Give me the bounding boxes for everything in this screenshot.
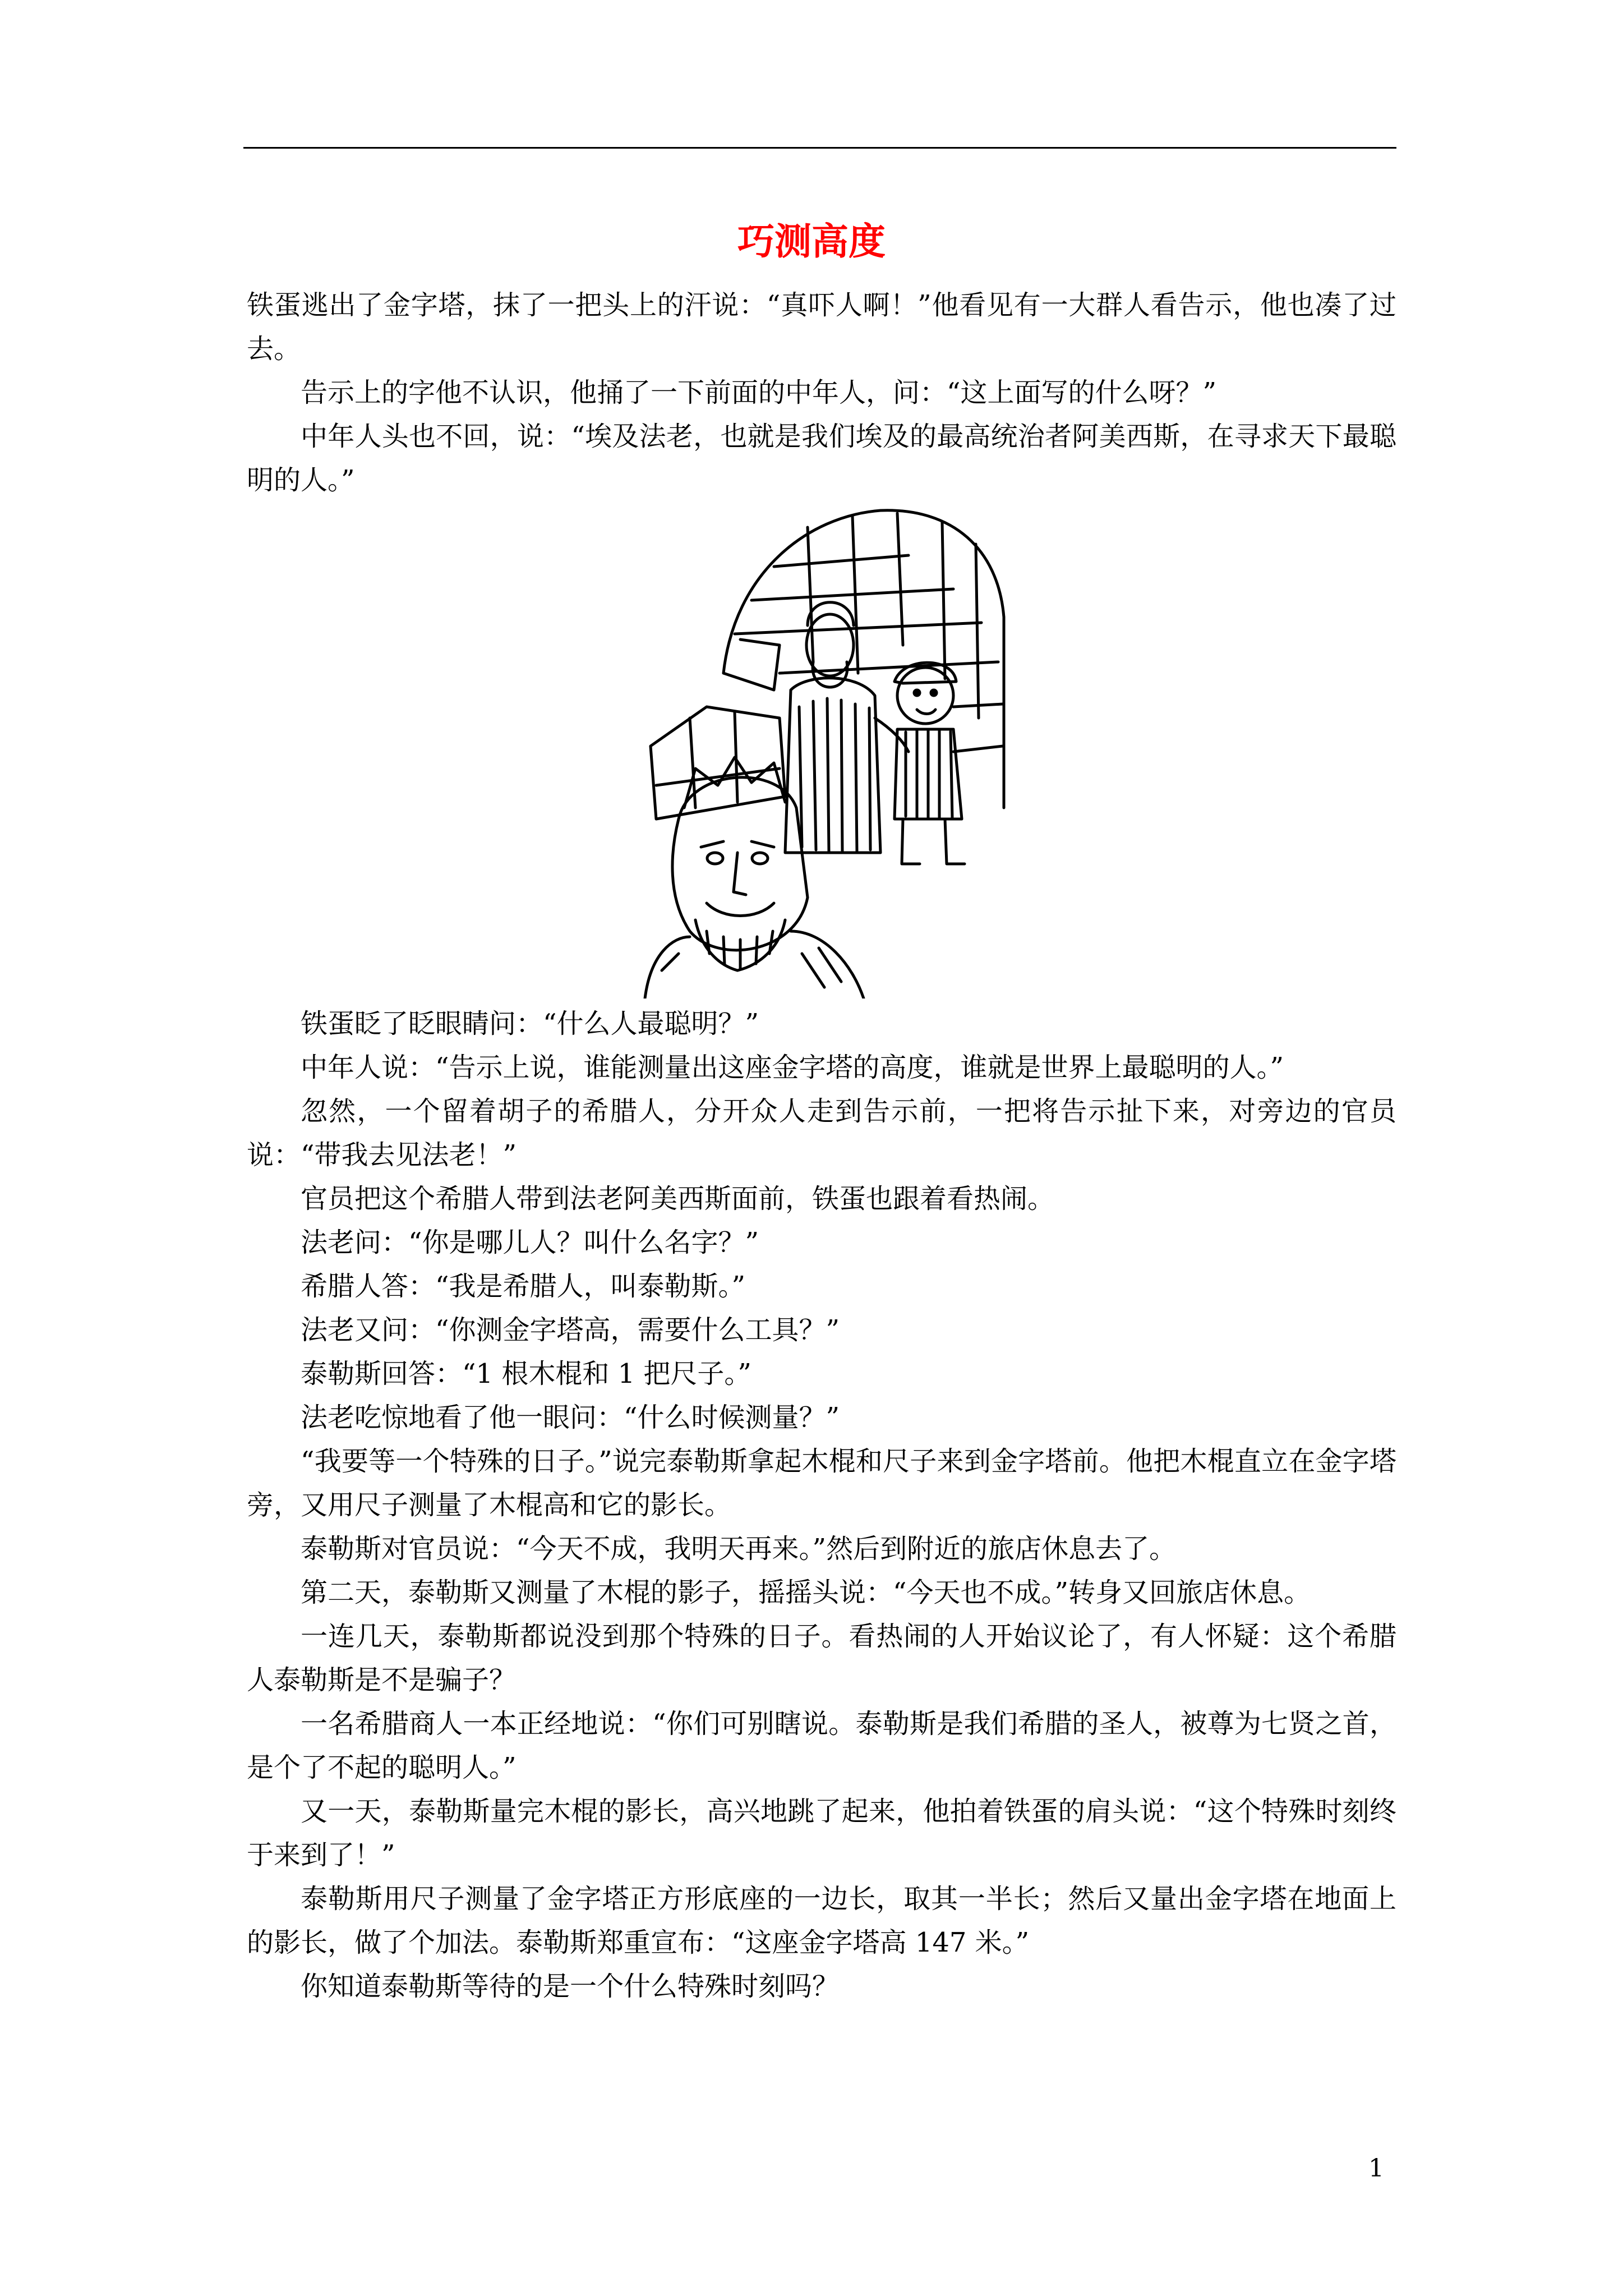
paragraph: 法老吃惊地看了他一眼问：“什么时候测量？” — [301, 1402, 840, 1433]
pharaoh-illustration — [639, 505, 1009, 999]
paragraph: 又一天，泰勒斯量完木棍的影长，高兴地跳了起来，他拍着铁蛋的肩头说：“这个特殊时刻终于来到了！” — [247, 1796, 1396, 1871]
paragraph: 告示上的字他不认识，他捅了一下前面的中年人，问：“这上面写的什么呀？” — [301, 377, 1217, 408]
intro-text — [247, 283, 1396, 502]
paragraph: 忽然，一个留着胡子的希腊人，分开众人走到告示前，一把将告示扯下来，对旁边的官员说：“带我去见法老！” — [247, 1096, 1396, 1171]
paragraph: 希腊人答：“我是希腊人，叫泰勒斯。” — [301, 1271, 746, 1302]
paragraph: 铁蛋逃出了金字塔，抹了一把头上的汗说：“真吓人啊！”他看见有一大群人看告示，他也凑了过去。 — [247, 289, 1396, 365]
paragraph: “我要等一个特殊的日子。”说完泰勒斯拿起木棍和尺子来到金字塔前。他把木棍直立在金字塔旁，又用尺子测量了木棍高和它的影长。 — [247, 1446, 1396, 1521]
paragraph: 法老又问：“你测金字塔高，需要什么工具？” — [301, 1314, 840, 1346]
paragraph: 泰勒斯用尺子测量了金字塔正方形底座的一边长，取其一半长；然后又量出金字塔在地面上的影长，做了个加法。泰勒斯郑重宣布：“这座金字塔高 147 米。” — [247, 1883, 1396, 1958]
paragraph: 一连几天，泰勒斯都说没到那个特殊的日子。看热闹的人开始议论了，有人怀疑：这个希腊人泰勒斯是不是骗子？ — [247, 1621, 1396, 1696]
paragraph: 铁蛋眨了眨眼睛问：“什么人最聪明？” — [301, 1008, 759, 1039]
page-number: 1 — [1368, 2154, 1384, 2183]
paragraph: 一名希腊商人一本正经地说：“你们可别瞎说。泰勒斯是我们希腊的圣人，被尊为七贤之首，是个了不起的聪明人。” — [247, 1708, 1396, 1783]
paragraph: 第二天，泰勒斯又测量了木棍的影子，摇摇头说：“今天也不成。”转身又回旅店休息。 — [301, 1577, 1311, 1608]
paragraph: 泰勒斯对官员说：“今天不成，我明天再来。”然后到附近的旅店休息去了。 — [301, 1533, 1177, 1565]
paragraph: 泰勒斯回答：“1 根木棍和 1 把尺子。” — [301, 1358, 751, 1389]
story-text — [247, 1002, 1396, 2008]
paragraph: 官员把这个希腊人带到法老阿美西斯面前，铁蛋也跟着看热闹。 — [301, 1183, 1055, 1214]
page-title: 巧测高度 — [737, 219, 886, 263]
paragraph: 法老问：“你是哪儿人？叫什么名字？” — [301, 1227, 759, 1258]
paragraph: 中年人说：“告示上说，谁能测量出这座金字塔的高度，谁就是世界上最聪明的人。” — [301, 1052, 1284, 1083]
paragraph: 中年人头也不回，说：“埃及法老，也就是我们埃及的最高统治者阿美西斯，在寻求天下最聪明的人。” — [247, 421, 1396, 496]
header-rule — [243, 147, 1396, 149]
paragraph: 你知道泰勒斯等待的是一个什么特殊时刻吗？ — [301, 1971, 840, 2002]
